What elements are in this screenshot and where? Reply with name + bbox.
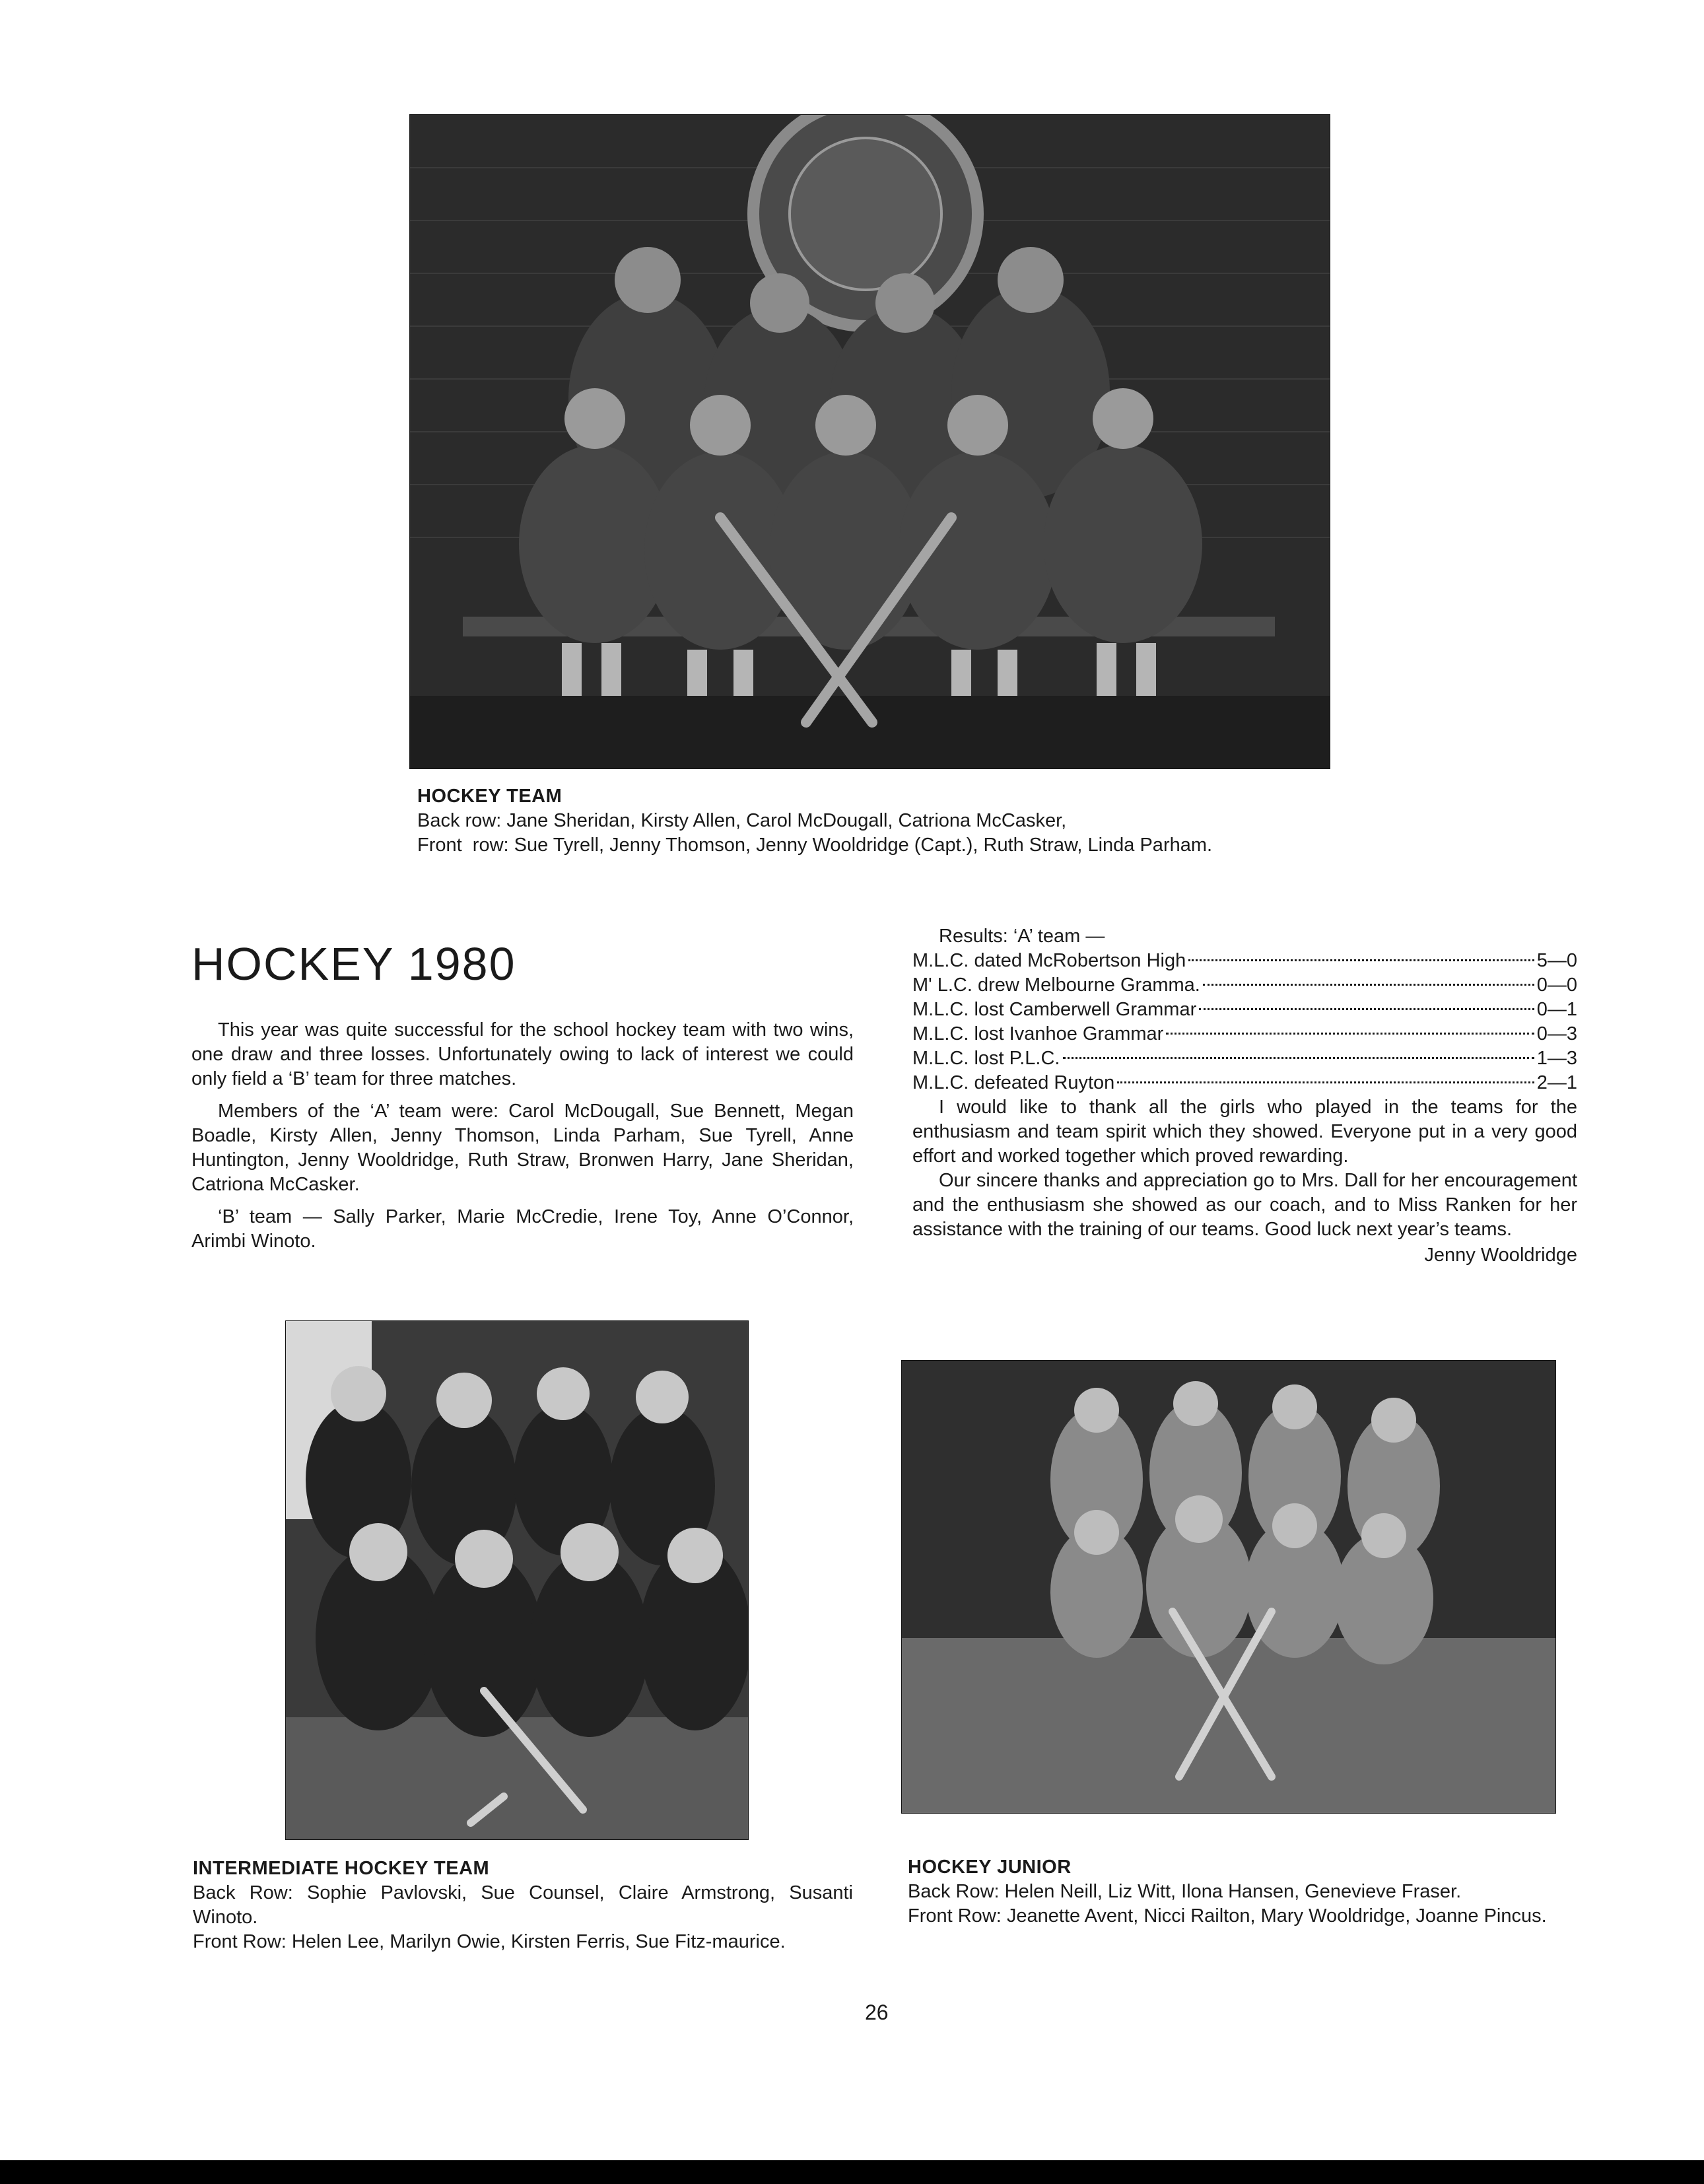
article-paragraph: ‘B’ team — Sally Parker, Marie McCredie, Irene Toy, Anne O’Connor, Arimbi Winoto. [191,1206,854,1252]
caption-title: HOCKEY TEAM [417,786,562,807]
result-row: M.L.C. defeated Ruyton 2—1 [912,1072,1577,1093]
thanks-paragraph: I would like to thank all the girls who played in the teams for the enthusiasm and team spirit which they showed. Everyone put in a very good effort and worked together which proved rewarding. [912,1097,1577,1167]
caption-title: HOCKEY JUNIOR [908,1857,1072,1878]
caption-title: INTERMEDIATE HOCKEY TEAM [193,1858,490,1879]
result-row: M.L.C. lost Ivanhoe Grammar 0—3 [912,1023,1577,1044]
thanks-paragraph: Our sincere thanks and appreciation go to Mrs. Dall for her encouragement and the enthusiasm she showed as our coach, and to Miss Ranken for her assistance with the training of our teams. Good luck next year’s teams. [912,1170,1577,1240]
intermediate-caption [193,1857,853,1954]
results-section [912,924,1577,1268]
caption-front-row: Front Row: Jeanette Avent, Nicci Railton, Mary Wooldridge, Joanne Pincus. [908,1905,1547,1927]
scan-edge [0,2160,1704,2184]
junior-caption [908,1855,1571,1928]
result-row: M.L.C. lost Camberwell Grammar 0—1 [912,999,1577,1020]
article-paragraph: Members of the ‘A’ team were: Carol McDougall, Sue Bennett, Megan Boadle, Kirsty Allen, Jenny Thomson, Linda Parham, Sue Tyrell, Anne Huntington, Jenny Wooldridge, Ruth Straw, Bronwen Harry, Jane Sheridan, Catriona McCasker. [191,1101,854,1195]
article-paragraph: This year was quite successful for the school hockey team with two wins, one draw and three losses. Unfortunately owing to lack of interest we could only field a ‘B’ team for three matches. [191,1019,854,1089]
result-row: M.L.C. lost P.L.C. 1—3 [912,1048,1577,1069]
result-row: M.L.C. dated McRobertson High 5—0 [912,950,1577,971]
page-number: 26 [865,2000,889,2024]
hockey-team-caption [417,784,1408,858]
caption-back-row: Back Row: Helen Neill, Liz Witt, Ilona Hansen, Genevieve Fraser. [908,1881,1462,1902]
article-body [191,1018,854,1262]
hockey-junior-photo [901,1360,1556,1814]
caption-back-row: Back row: Jane Sheridan, Kirsty Allen, Carol McDougall, Catriona McCasker, [417,810,1067,831]
hockey-team-photo [409,114,1330,769]
caption-back-row: Back Row: Sophie Pavlovski, Sue Counsel, Claire Armstrong, Susanti Winoto. [193,1882,853,1928]
results-header: Results: ‘A’ team — [939,926,1105,947]
signature: Jenny Wooldridge [1424,1245,1577,1266]
caption-front-row: Front Row: Helen Lee, Marilyn Owie, Kirsten Ferris, Sue Fitz-maurice. [193,1931,786,1952]
intermediate-hockey-team-photo [285,1320,749,1840]
result-row: M' L.C. drew Melbourne Gramma. 0—0 [912,974,1577,996]
article-heading: HOCKEY 1980 [191,938,516,990]
caption-front-row: Front row: Sue Tyrell, Jenny Thomson, Jenny Wooldridge (Capt.), Ruth Straw, Linda Parham. [417,835,1213,856]
